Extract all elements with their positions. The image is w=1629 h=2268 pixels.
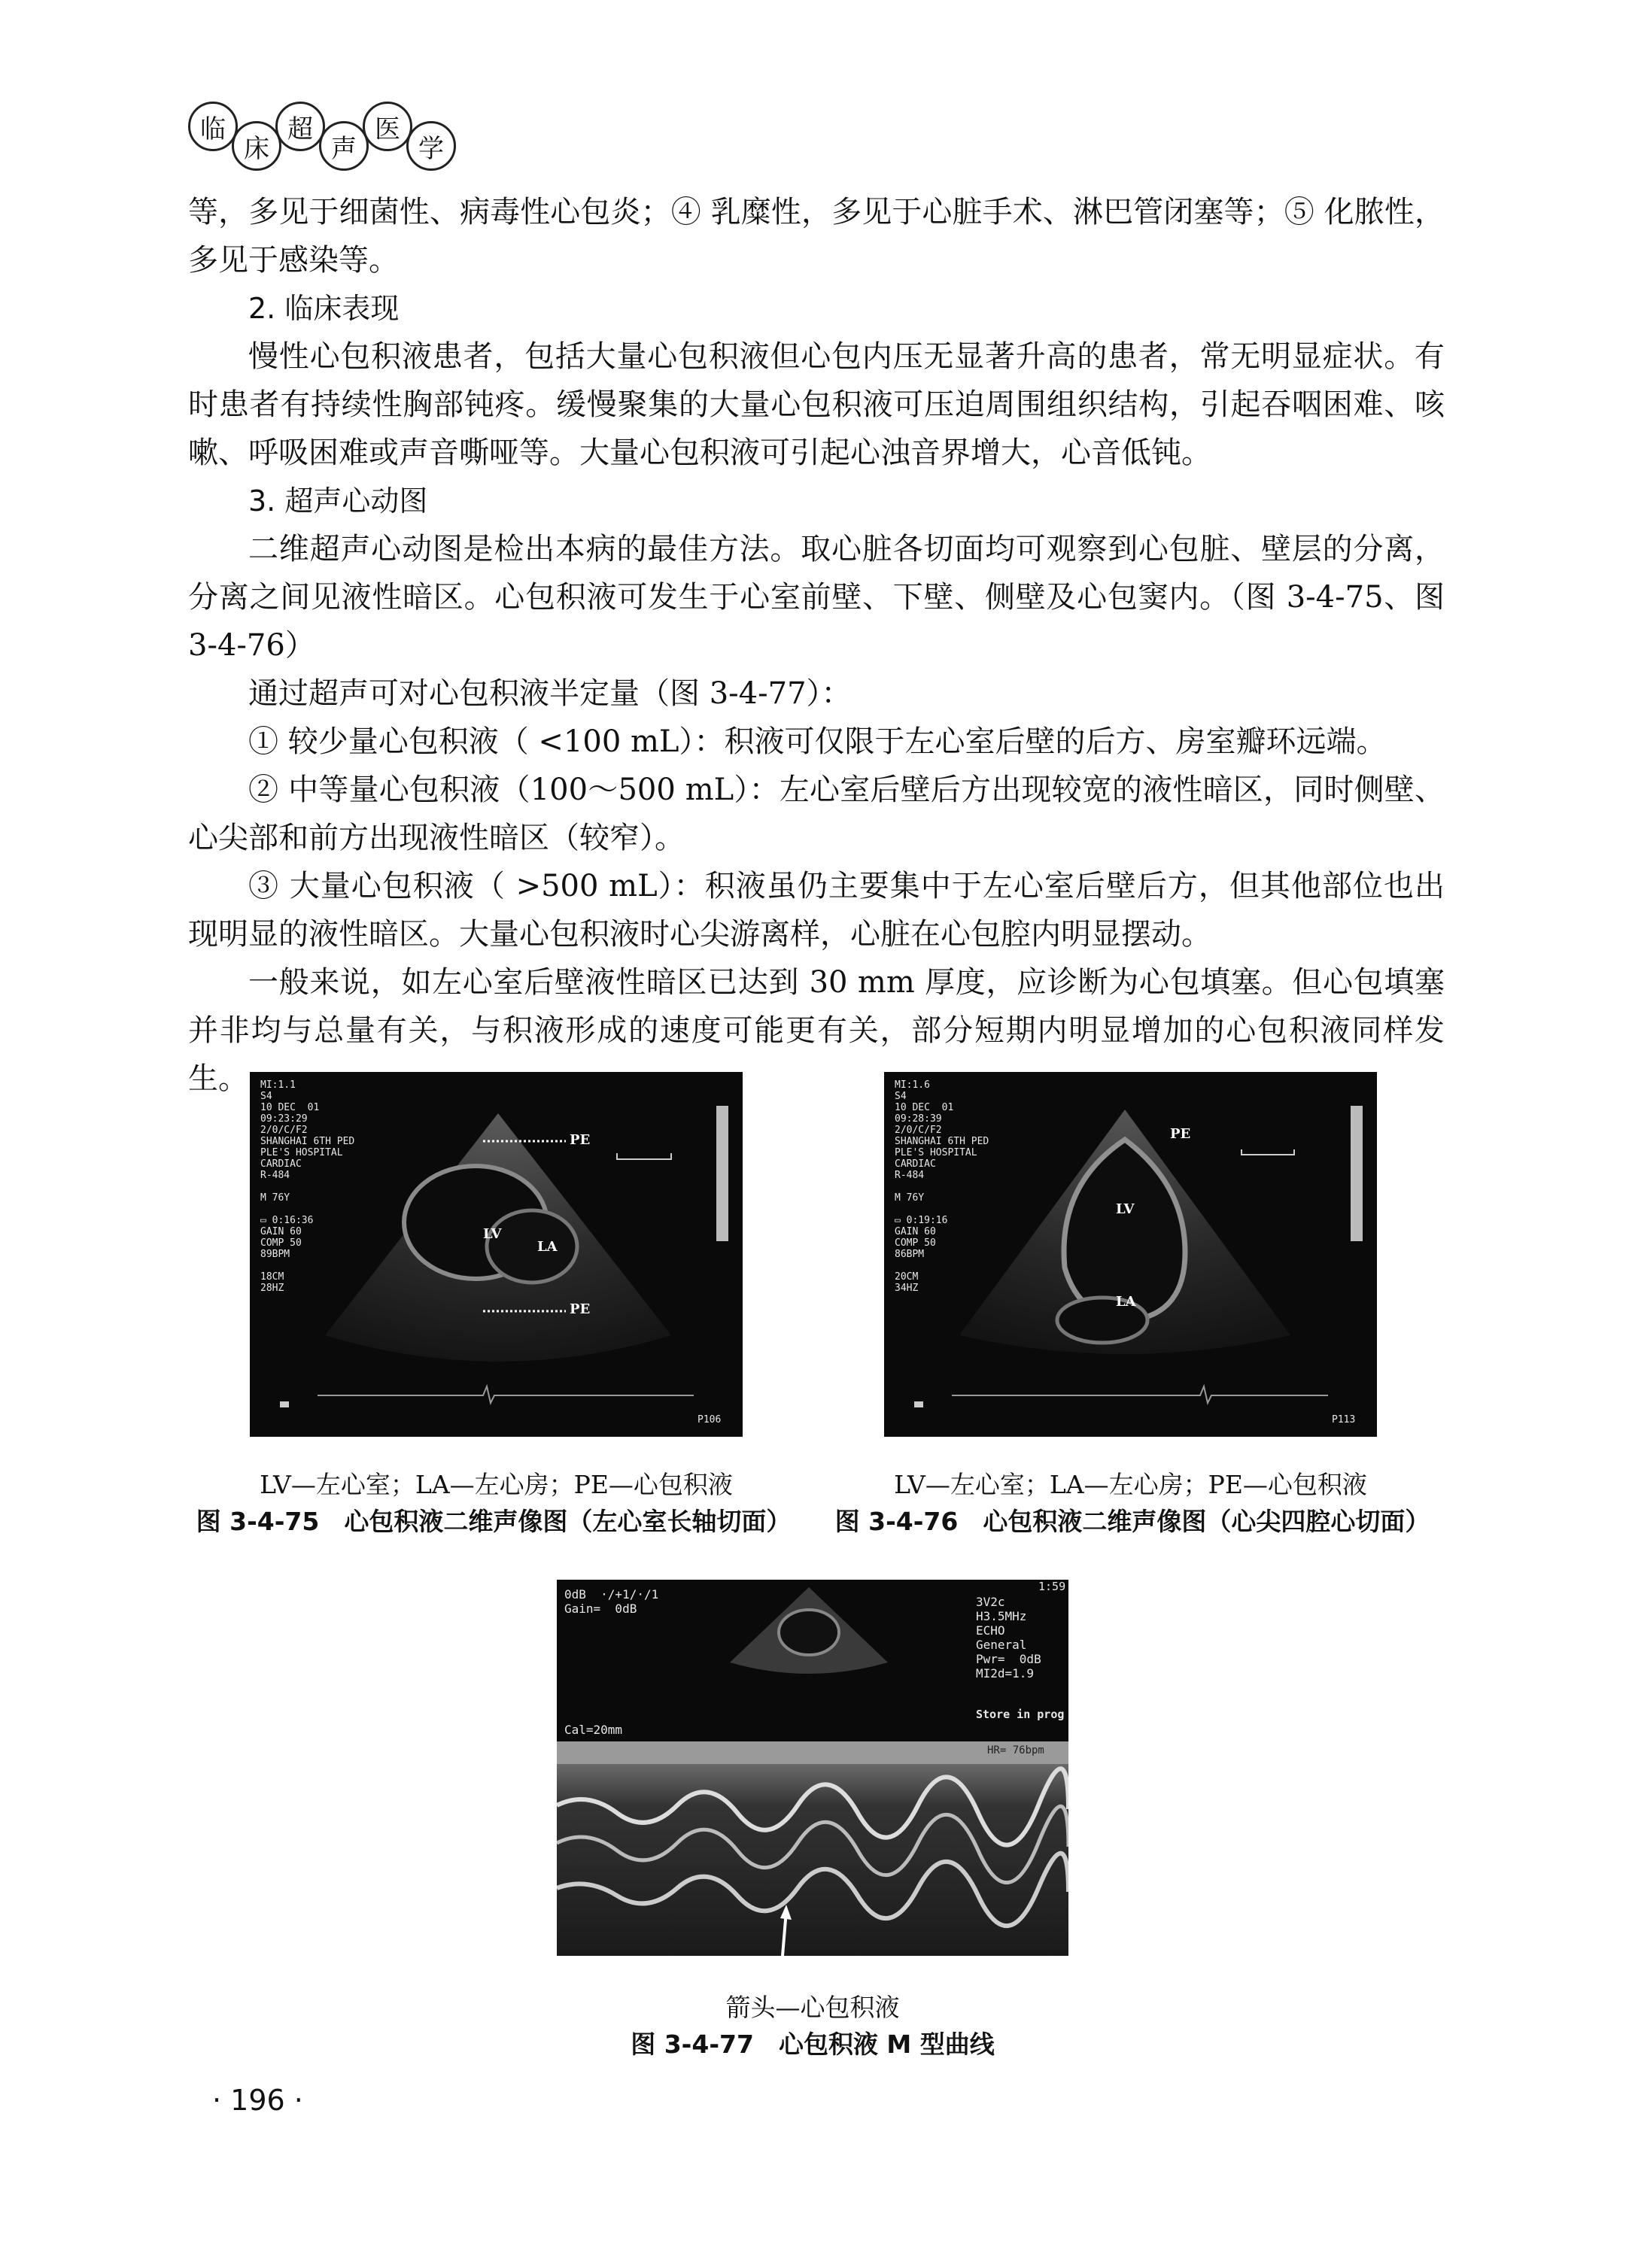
paragraph: 等，多见于细菌性、病毒性心包炎；④ 乳糜性，多见于心脏手术、淋巴管闭塞等；⑤ 化脓性，多见于感染等。 [188, 195, 1445, 278]
body-text [188, 188, 1445, 1103]
m-mode-image-fig77 [557, 1580, 1068, 1956]
probe-settings: 3V2c H3.5MHz ECHO General Pwr= 0dB MI2d=1.9 [976, 1595, 1041, 1681]
frame-number: P113 [1332, 1414, 1356, 1425]
header-char: 学 [406, 121, 456, 171]
store-status: Store in prog [976, 1708, 1065, 1721]
section-heading: 2. 临床表现 [248, 292, 400, 325]
figure-caption: 图 3-4-77 心包积液 M 型曲线 [631, 2030, 995, 2059]
paragraph: 慢性心包积液患者，包括大量心包积液但心包内压无显著升高的患者，常无明显症状。有时患者有持续性胸部钝疼。缓慢聚集的大量心包积液可压迫周围组织结构，引起吞咽困难、咳嗽、呼吸困难或声音嘶哑等。大量心包积液可引起心浊音界增大，心音低钝。 [188, 339, 1445, 470]
label-la: LA [537, 1239, 558, 1255]
label-pe-top: PE [570, 1132, 591, 1148]
figure-caption: 图 3-4-75 心包积液二维声像图（左心室长轴切面） [196, 1507, 792, 1536]
header-char: 临 [188, 102, 238, 151]
label-la: LA [1116, 1294, 1136, 1310]
page-number: · 196 · [212, 2084, 303, 2117]
header-char: 声 [319, 121, 369, 171]
label-lv: LV [1116, 1201, 1135, 1217]
header-char: 超 [275, 102, 325, 151]
running-header [188, 102, 450, 171]
label-pe: PE [1170, 1126, 1191, 1142]
paragraph: 二维超声心动图是检出本病的最佳方法。取心脏各切面均可观察到心包脏、壁层的分离，分离之间见液性暗区。心包积液可发生于心室前壁、下壁、侧壁及心包窦内。（图 3-4-75、图 3-4-76） [188, 532, 1445, 663]
heart-rate: HR= 76bpm [987, 1744, 1044, 1756]
paragraph: 通过超声可对心包积液半定量（图 3-4-77）： [248, 676, 852, 711]
ultrasound-image-fig75 [250, 1072, 743, 1437]
ultrasound-image-fig76 [884, 1072, 1377, 1437]
clock-time: 1:59 [1038, 1580, 1066, 1593]
header-char: 床 [232, 121, 281, 171]
label-lv: LV [483, 1226, 502, 1242]
scan-settings: 0dB ·/+1/·/1 Gain= 0dB [564, 1587, 659, 1616]
header-char: 医 [363, 102, 412, 151]
calibration-label: Cal=20mm [564, 1723, 623, 1737]
section-heading: 3. 超声心动图 [248, 484, 428, 518]
figure-legend: 箭头—心包积液 [725, 1993, 900, 2022]
list-item: ② 中等量心包积液（100～500 mL）：左心室后壁后方出现较宽的液性暗区，同时侧壁、心尖部和前方出现液性暗区（较窄）。 [188, 773, 1445, 855]
scan-metadata: MI:1.6 S4 10 DEC 01 09:28:39 2/0/C/F2 SHANGHAI 6TH PED PLE'S HOSPITAL CARDIAC R-484 M 76Y ▭ 0:19:16 GAIN 60 COMP 50 86BPM 20CM 34HZ [895, 1079, 989, 1294]
figure-legend: LV—左心室；LA—左心房；PE—心包积液 [894, 1470, 1367, 1499]
list-item: ① 较少量心包积液（ <100 mL）：积液可仅限于左心室后壁的后方、房室瓣环远端。 [248, 724, 1387, 759]
list-item: ③ 大量心包积液（ >500 mL）：积液虽仍主要集中于左心室后壁后方，但其他部位也出现明显的液性暗区。大量心包积液时心尖游离样，心脏在心包腔内明显摆动。 [188, 869, 1445, 952]
figure-legend: LV—左心室；LA—左心房；PE—心包积液 [260, 1470, 733, 1499]
figure-caption: 图 3-4-76 心包积液二维声像图（心尖四腔心切面） [834, 1507, 1430, 1536]
frame-number: P106 [697, 1414, 722, 1425]
paragraph: 一般来说，如左心室后壁液性暗区已达到 30 mm 厚度，应诊断为心包填塞。但心包填塞并非均与总量有关，与积液形成的速度可能更有关，部分短期内明显增加的心包积液同样发生。 [188, 965, 1445, 1096]
label-pe-bottom: PE [570, 1301, 591, 1317]
scan-metadata: MI:1.1 S4 10 DEC 01 09:23:29 2/0/C/F2 SHANGHAI 6TH PED PLE'S HOSPITAL CARDIAC R-484 M 76Y ▭ 0:16:36 GAIN 60 COMP 50 89BPM 18CM 28HZ [260, 1079, 355, 1294]
